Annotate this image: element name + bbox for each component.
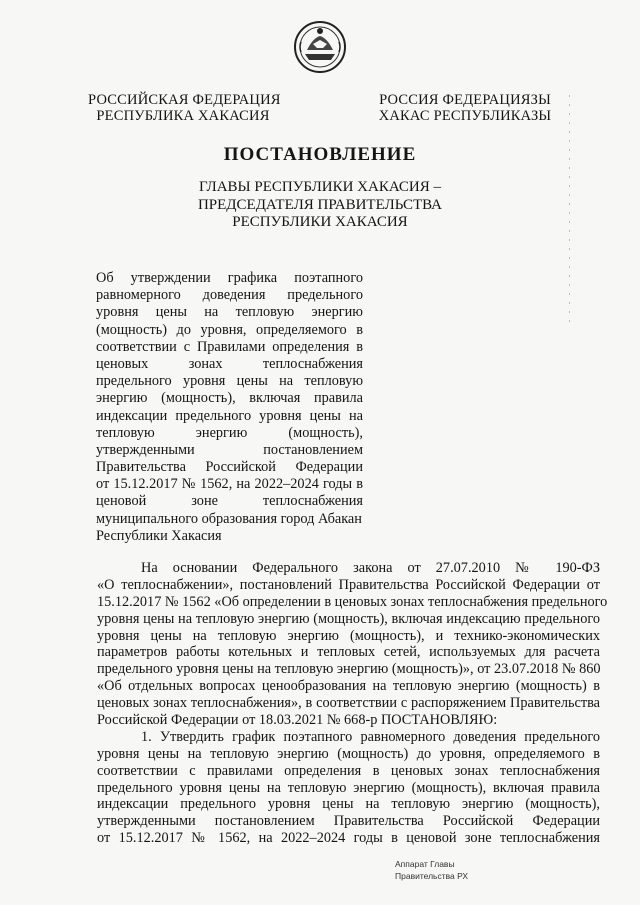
- subject-line: утвержденными постановлением: [96, 441, 363, 458]
- header-right-line: ХАКАС РЕСПУБЛИКАЗЫ: [378, 108, 552, 124]
- body-line: предельного уровня цены на тепловую энергию (мощность)», от 23.07.2018 № 860: [97, 661, 601, 678]
- subject-line: (мощность) до уровня, определяемого в: [96, 321, 363, 338]
- body-line: Российской Федерации от 18.03.2021 № 668-р ПОСТАНОВЛЯЮ:: [97, 712, 498, 729]
- header-left: [88, 92, 281, 124]
- body-line: ценовых зонах теплоснабжения», в соответствии с распоряжением Правительства: [97, 695, 600, 712]
- office-stamp: [395, 858, 468, 882]
- subject-line: ценовой зоне теплоснабжения: [96, 493, 363, 510]
- body-line: от 15.12.2017 № 1562, на 2022–2024 годы в ценовой зоне теплоснабжения: [97, 830, 600, 847]
- subtitle-line: РЕСПУБЛИКИ ХАКАСИЯ: [232, 214, 408, 230]
- body-line: «О теплоснабжении», постановлений Правительства Российской Федерации от: [97, 576, 600, 593]
- body-line: На основании Федерального закона от 27.07.2010 № 190-ФЗ: [141, 560, 600, 576]
- subject-line: ценовых зонах теплоснабжения: [96, 355, 363, 372]
- subject-line: соответствии с Правилами определения в: [96, 338, 363, 355]
- subtitle-line: ПРЕДСЕДАТЕЛЯ ПРАВИТЕЛЬСТВА: [197, 196, 443, 213]
- body-line: параметров работы котельных и тепловых сетей, используемых для расчета: [97, 644, 600, 661]
- header-right: [370, 92, 560, 124]
- subject-line: уровня цены на тепловую энергию: [96, 304, 363, 321]
- body-line: утвержденными постановлением Правительства Российской Федерации: [97, 813, 600, 830]
- body-line: уровня цены на тепловую энергию (мощность), и технико-экономических: [97, 627, 600, 644]
- document-body: [97, 560, 608, 847]
- stamp-line: Правительства РХ: [395, 871, 469, 881]
- body-line: 15.12.2017 № 1562 «Об определении в ценовых зонах теплоснабжения предельного: [97, 593, 608, 610]
- body-line: индексации предельного уровня цены на тепловую энергию (мощность),: [97, 796, 600, 813]
- body-line: уровня цены на тепловую энергию (мощность), включая индексацию предельного: [97, 610, 600, 627]
- body-line: 1. Утвердить график поэтапного равномерного доведения предельного: [141, 728, 600, 745]
- subject-line: энергию (мощность), включая правила: [96, 390, 363, 407]
- header-left-line: РОССИЙСКАЯ ФЕДЕРАЦИЯ: [88, 92, 281, 108]
- header-left-line: РЕСПУБЛИКА ХАКАСИЯ: [96, 108, 270, 124]
- subject-line: муниципального образования город Абакан: [96, 510, 362, 527]
- body-line: «Об отдельных вопросах ценообразования на тепловую энергию (мощность) в: [97, 678, 600, 695]
- body-line: уровня цены на тепловую энергию (мощность) до уровня, определяемого в: [97, 745, 600, 762]
- stamp-line: Аппарат Главы: [395, 859, 455, 869]
- subtitle-line: ГЛАВЫ РЕСПУБЛИКИ ХАКАСИЯ –: [198, 179, 442, 195]
- body-line: предельного уровня цены на тепловую энергию (мощность), включая правила: [97, 779, 600, 796]
- header-right-line: РОССИЯ ФЕДЕРАЦИЯЗЫ: [379, 92, 551, 108]
- subject-line: Об утверждении графика поэтапного: [96, 270, 363, 286]
- scan-margin-mark: [569, 95, 570, 325]
- subject-line: Правительства Российской Федерации: [96, 459, 363, 476]
- coat-of-arms-icon: [293, 20, 347, 74]
- document-title: ПОСТАНОВЛЕНИЕ: [223, 144, 417, 165]
- subject-line: индексации предельного уровня цены на: [96, 407, 363, 424]
- subject-line: тепловую энергию (мощность),: [96, 424, 363, 441]
- body-line: соответствии с правилами определения в ценовых зонах теплоснабжения: [97, 762, 600, 779]
- subject-line: предельного уровня цены на тепловую: [96, 373, 363, 390]
- subject-line: равномерного доведения предельного: [96, 287, 363, 304]
- document-subtitle: [160, 179, 480, 232]
- subject-line: Республики Хакасия: [96, 527, 222, 544]
- document-subject: [96, 270, 363, 545]
- subject-line: от 15.12.2017 № 1562, на 2022–2024 годы в: [96, 476, 363, 493]
